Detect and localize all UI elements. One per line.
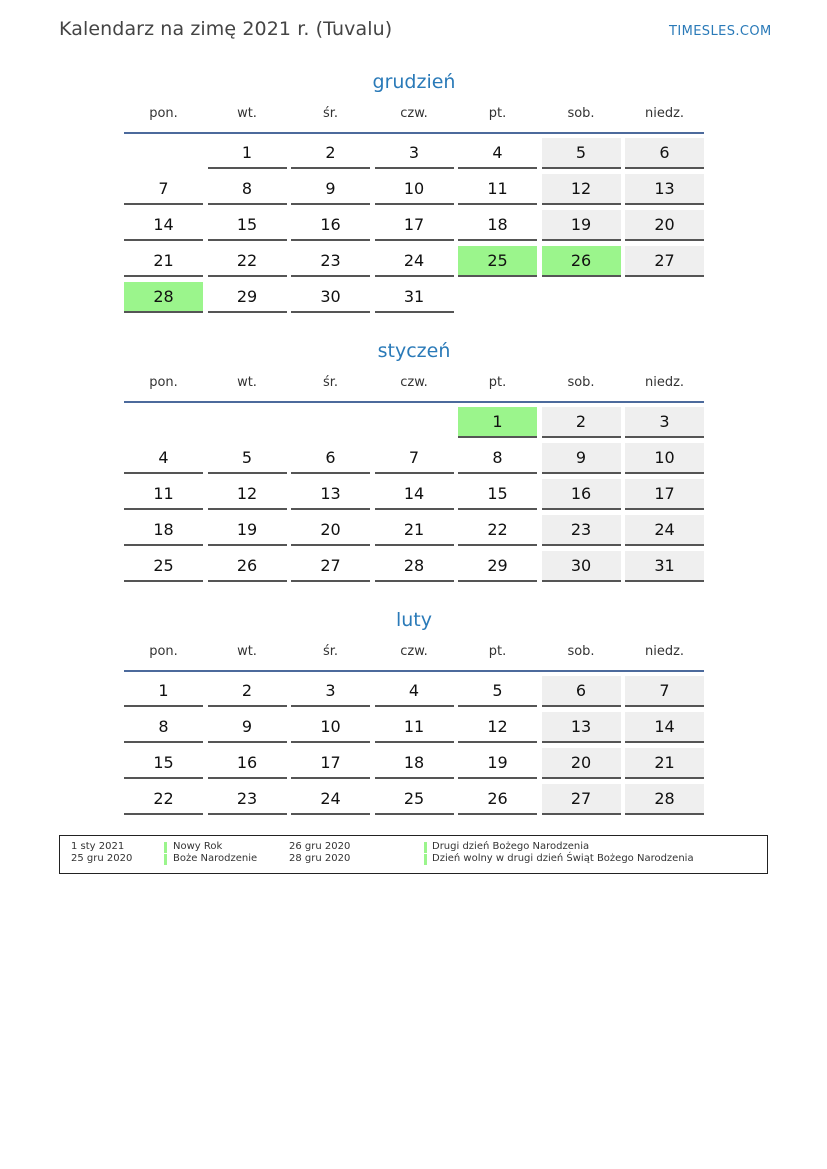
weekday-label: śr. [322,375,339,390]
day-cell: 27 [625,246,704,277]
weekday-label: sob. [567,644,595,659]
day-cell: 10 [375,174,454,205]
weekday-label: sob. [567,375,595,390]
day-cell: 9 [542,443,621,474]
holiday-legend [59,835,768,874]
legend-date: 1 sty 2021 [71,841,125,852]
holiday-day-cell: 25 [458,246,537,277]
day-cell: 2 [291,138,370,169]
weekday-label: pt. [488,644,507,659]
month-calendar [124,68,704,313]
day-cell: 2 [208,676,287,707]
weekday-header [124,642,704,662]
day-cell: 22 [124,784,203,815]
month-title: luty [395,609,432,631]
day-cell: 17 [375,210,454,241]
day-cell: 18 [458,210,537,241]
holiday-marker [164,842,167,853]
day-cell: 26 [208,551,287,582]
header-divider [124,670,704,672]
legend-date: 25 gru 2020 [71,853,133,864]
empty-cell [124,407,203,436]
day-cell: 6 [625,138,704,169]
day-cell: 12 [458,712,537,743]
legend-name: Dzień wolny w drugi dzień Świąt Bożego Narodzenia [432,853,694,864]
day-cell: 24 [291,784,370,815]
day-cell: 11 [458,174,537,205]
day-cell: 27 [542,784,621,815]
day-cell: 28 [625,784,704,815]
weekday-label: wt. [237,106,257,121]
holiday-day-cell: 1 [458,407,537,438]
weekday-label: czw. [400,106,428,121]
day-cell: 27 [291,551,370,582]
day-cell: 5 [208,443,287,474]
day-cell: 15 [124,748,203,779]
weekday-label: pt. [488,375,507,390]
day-cell: 7 [124,174,203,205]
day-grid [124,676,704,815]
day-cell: 19 [208,515,287,546]
day-cell: 21 [124,246,203,277]
holiday-marker [424,854,427,865]
day-cell: 14 [375,479,454,510]
day-cell: 31 [625,551,704,582]
weekday-label: niedz. [644,375,685,390]
weekday-label: śr. [322,106,339,121]
day-cell: 28 [375,551,454,582]
empty-cell [208,407,287,436]
day-cell: 23 [542,515,621,546]
day-cell: 14 [625,712,704,743]
empty-cell [124,138,203,167]
legend-name: Nowy Rok [173,841,223,852]
day-cell: 23 [291,246,370,277]
day-cell: 3 [291,676,370,707]
month-title: grudzień [372,71,456,93]
month-title: styczeń [377,340,451,362]
day-cell: 22 [208,246,287,277]
day-cell: 20 [625,210,704,241]
day-cell: 4 [124,443,203,474]
page-title: Kalendarz na zimę 2021 r. (Tuvalu) [59,18,393,40]
day-cell: 21 [375,515,454,546]
weekday-label: pt. [488,106,507,121]
day-cell: 15 [208,210,287,241]
day-cell: 6 [291,443,370,474]
day-cell: 1 [208,138,287,169]
month-calendar [124,606,704,815]
weekday-label: niedz. [644,106,685,121]
holiday-day-cell: 28 [124,282,203,313]
day-cell: 25 [375,784,454,815]
day-cell: 16 [291,210,370,241]
day-cell: 15 [458,479,537,510]
day-cell: 20 [291,515,370,546]
day-cell: 19 [542,210,621,241]
day-cell: 13 [625,174,704,205]
day-cell: 20 [542,748,621,779]
day-cell: 9 [208,712,287,743]
day-cell: 8 [124,712,203,743]
legend-date: 28 gru 2020 [289,853,351,864]
header-divider [124,401,704,403]
day-cell: 24 [375,246,454,277]
header-divider [124,132,704,134]
day-cell: 18 [124,515,203,546]
day-cell: 7 [625,676,704,707]
day-cell: 10 [625,443,704,474]
weekday-header [124,373,704,393]
day-cell: 6 [542,676,621,707]
day-cell: 13 [542,712,621,743]
day-cell: 8 [208,174,287,205]
brand-link[interactable]: TIMESLES.COM [669,24,772,39]
day-cell: 17 [291,748,370,779]
day-cell: 18 [375,748,454,779]
weekday-label: pon. [149,644,178,659]
day-cell: 9 [291,174,370,205]
day-cell: 17 [625,479,704,510]
day-cell: 7 [375,443,454,474]
weekday-label: wt. [237,644,257,659]
empty-cell [375,407,454,436]
weekday-label: śr. [322,644,339,659]
day-cell: 26 [458,784,537,815]
day-cell: 14 [124,210,203,241]
empty-cell [291,407,370,436]
day-cell: 3 [375,138,454,169]
day-cell: 4 [458,138,537,169]
day-cell: 16 [208,748,287,779]
day-cell: 19 [458,748,537,779]
day-cell: 10 [291,712,370,743]
day-cell: 12 [208,479,287,510]
day-cell: 25 [124,551,203,582]
day-cell: 30 [542,551,621,582]
day-cell: 2 [542,407,621,438]
day-cell: 4 [375,676,454,707]
weekday-label: pon. [149,106,178,121]
day-cell: 8 [458,443,537,474]
day-cell: 12 [542,174,621,205]
holiday-marker [164,854,167,865]
weekday-label: pon. [149,375,178,390]
day-cell: 5 [458,676,537,707]
weekday-label: czw. [400,644,428,659]
weekday-header [124,104,704,124]
day-cell: 23 [208,784,287,815]
day-cell: 11 [124,479,203,510]
weekday-label: sob. [567,106,595,121]
day-cell: 5 [542,138,621,169]
day-cell: 30 [291,282,370,313]
day-cell: 3 [625,407,704,438]
weekday-label: wt. [237,375,257,390]
day-cell: 11 [375,712,454,743]
day-cell: 1 [124,676,203,707]
day-cell: 29 [458,551,537,582]
day-cell: 24 [625,515,704,546]
weekday-label: czw. [400,375,428,390]
day-cell: 22 [458,515,537,546]
legend-name: Boże Narodzenie [173,853,258,864]
holiday-day-cell: 26 [542,246,621,277]
legend-date: 26 gru 2020 [289,841,351,852]
day-cell: 21 [625,748,704,779]
weekday-label: niedz. [644,644,685,659]
day-grid [124,138,704,313]
day-cell: 16 [542,479,621,510]
legend-name: Drugi dzień Bożego Narodzenia [432,841,590,852]
day-cell: 13 [291,479,370,510]
holiday-marker [424,842,427,853]
month-calendar [124,337,704,582]
day-cell: 29 [208,282,287,313]
day-cell: 31 [375,282,454,313]
day-grid [124,407,704,582]
